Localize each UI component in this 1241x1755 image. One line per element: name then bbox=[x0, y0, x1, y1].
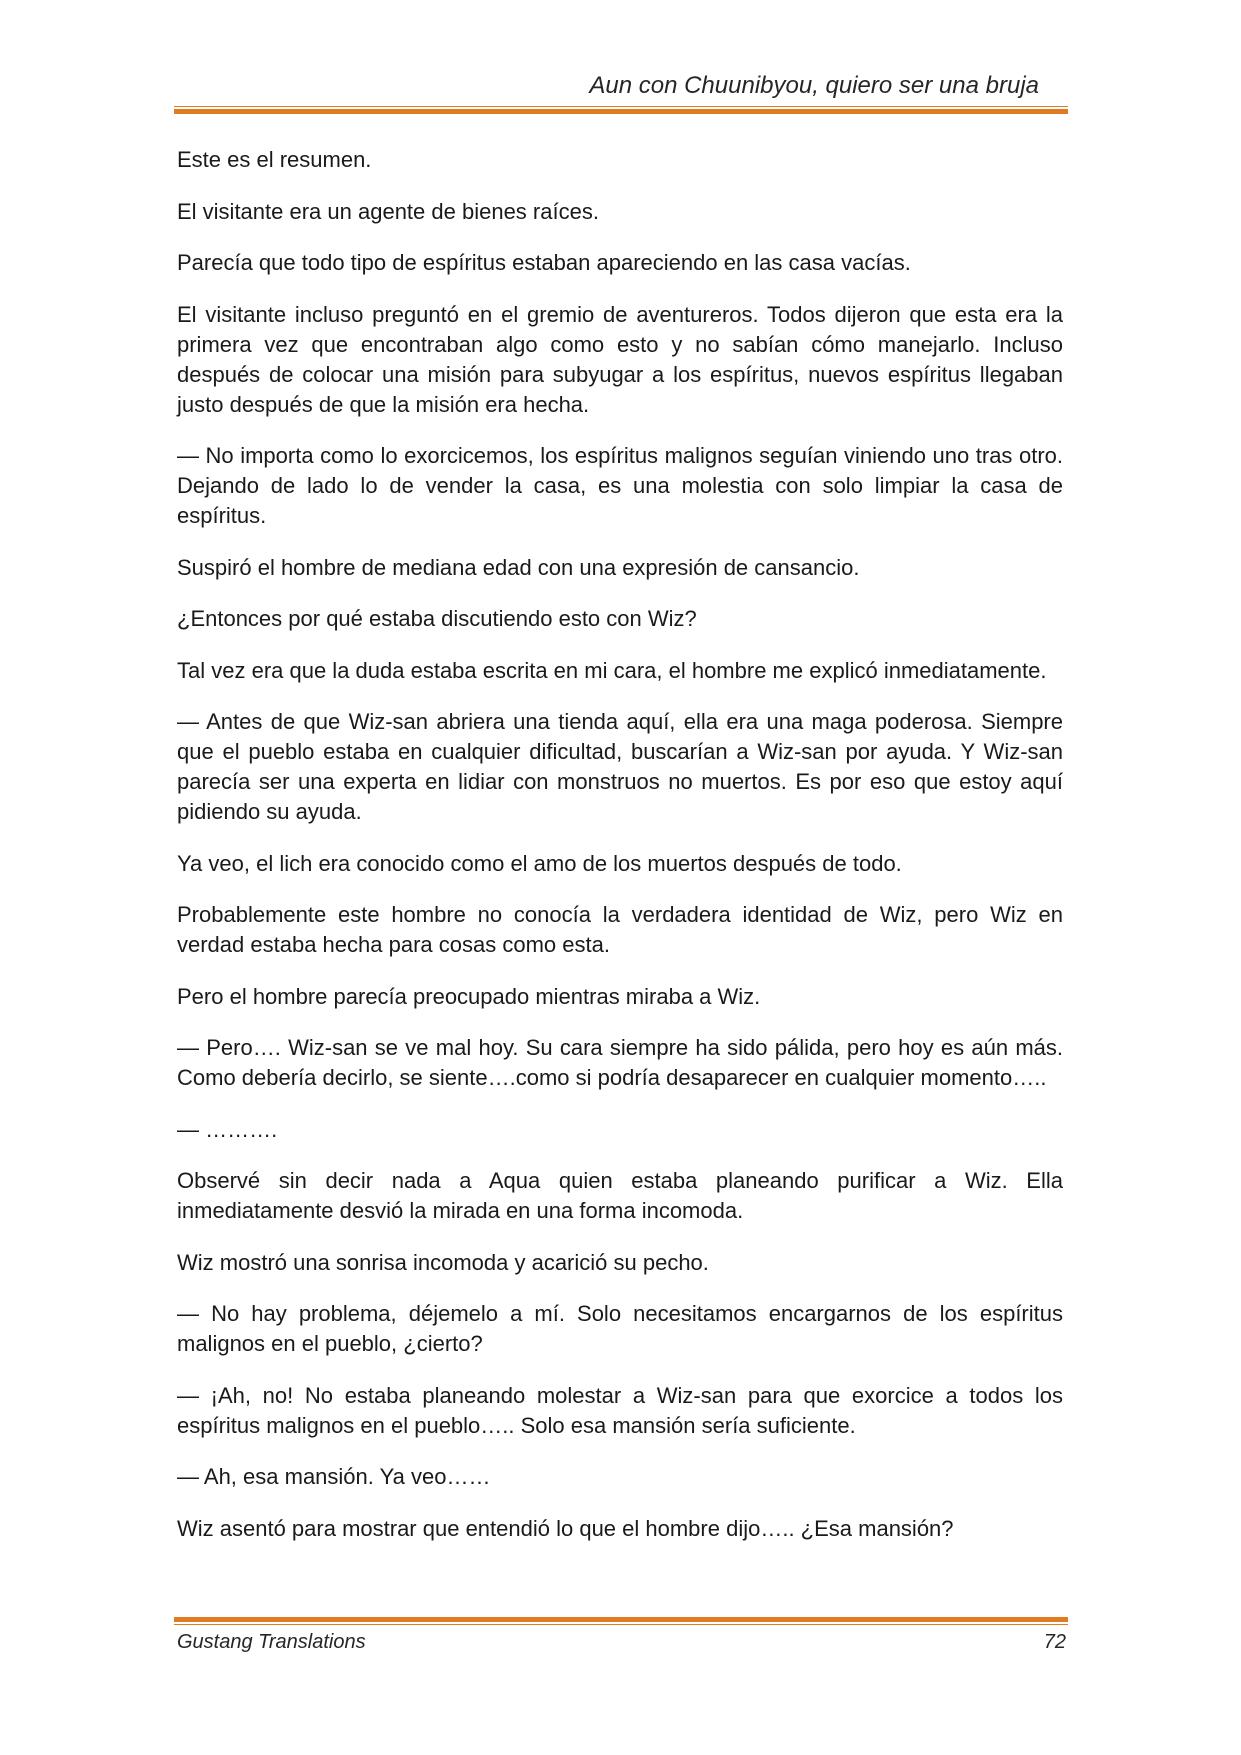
paragraph: Este es el resumen. bbox=[177, 147, 372, 172]
footer-divider bbox=[174, 1617, 1068, 1625]
paragraph: Probablemente este hombre no conocía la verdadera identidad de Wiz, pero Wiz en verdad estaba hecha para cosas como esta. bbox=[177, 902, 1063, 957]
paragraph: — ………. bbox=[177, 1116, 278, 1142]
paragraph: — ¡Ah, no! No estaba planeando molestar a Wiz-san para que exorcice a todos los espíritus malignos en el pueblo….. Solo esa mansión sería suficiente. bbox=[177, 1382, 1063, 1438]
paragraph: Tal vez era que la duda estaba escrita en mi cara, el hombre me explicó inmediatamente. bbox=[177, 657, 1047, 683]
paragraph: ¿Entonces por qué estaba discutiendo esto con Wiz? bbox=[177, 606, 697, 631]
paragraph: Pero el hombre parecía preocupado mientras miraba a Wiz. bbox=[177, 983, 761, 1009]
paragraph: Wiz mostró una sonrisa incomoda y acarició su pecho. bbox=[177, 1249, 709, 1275]
paragraph: Suspiró el hombre de mediana edad con una expresión de cansancio. bbox=[177, 554, 860, 580]
page-body bbox=[177, 145, 1063, 1565]
paragraph: — Pero…. Wiz-san se ve mal hoy. Su cara siempre ha sido pálida, pero hoy es aún más. Como debería decirlo, se siente….como si podría desaparecer en cualquier momento….. bbox=[177, 1035, 1063, 1090]
translator-credit: Gustang Translations bbox=[177, 1631, 366, 1653]
paragraph: Parecía que todo tipo de espíritus estaban apareciendo en las casa vacías. bbox=[177, 250, 911, 275]
paragraph: Ya veo, el lich era conocido como el amo de los muertos después de todo. bbox=[177, 850, 902, 876]
paragraph: Wiz asentó para mostrar que entendió lo que el hombre dijo….. ¿Esa mansión? bbox=[177, 1515, 954, 1541]
paragraph: — No importa como lo exorcicemos, los espíritus malignos seguían viniendo uno tras otro. Dejando de lado lo de vender la casa, es una molestia con solo limpiar la casa de espíritus. bbox=[177, 443, 1063, 528]
page-number: 72 bbox=[1043, 1631, 1066, 1653]
book-title: Aun con Chuunibyou, quiero ser una bruja bbox=[589, 72, 1039, 99]
paragraph: — Ah, esa mansión. Ya veo…… bbox=[177, 1464, 491, 1489]
header-divider bbox=[174, 106, 1068, 114]
paragraph: El visitante incluso preguntó en el gremio de aventureros. Todos dijeron que esta era la primera vez que encontraban algo como esto y no sabían cómo manejarlo. Incluso después de colocar una misión para subyugar a los espíritus, nuevos espíritus llegaban justo después de que la misión era hecha. bbox=[177, 301, 1063, 417]
paragraph: — Antes de que Wiz-san abriera una tienda aquí, ella era una maga poderosa. Siempre que el pueblo estaba en cualquier dificultad, buscarían a Wiz-san por ayuda. Y Wiz-san parecía ser una experta en lidiar con monstruos no muertos. Es por eso que estoy aquí pidiendo su ayuda. bbox=[177, 709, 1063, 824]
paragraph: El visitante era un agente de bienes raíces. bbox=[177, 198, 599, 224]
paragraph: — No hay problema, déjemelo a mí. Solo necesitamos encargarnos de los espíritus malignos en el pueblo, ¿cierto? bbox=[177, 1301, 1063, 1356]
paragraph: Observé sin decir nada a Aqua quien estaba planeando purificar a Wiz. Ella inmediatamente desvió la mirada en una forma incomoda. bbox=[177, 1168, 1063, 1223]
